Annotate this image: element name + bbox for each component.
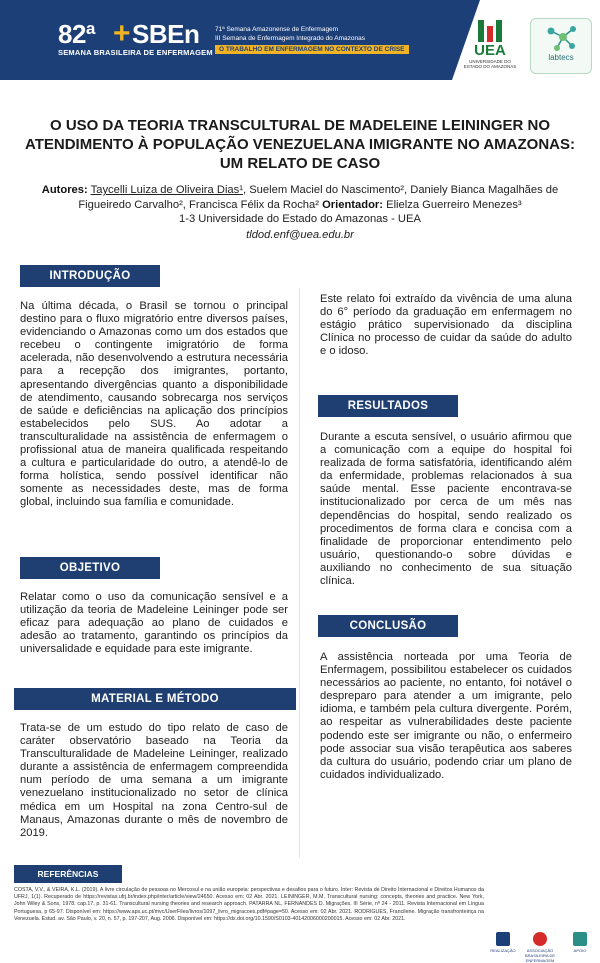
event-line-2: III Semana de Enfermagem Integrado do Amazonas: [215, 35, 365, 42]
uea-logo: [460, 20, 520, 74]
section-text-material: Trata-se de um estudo do tipo relato de caso de caráter observatório baseado na Teoria da Transculturalidade de Madeleine Leininger, realizado durante a assistência de enfermagem compreendida num período de uma semana a um imigrante venezuelano institucionalizado no setor de clínica médica em um Hospital na zona Centro-sul de Manaus, Amazonas durante o mês de novembro de 2019.: [20, 722, 288, 839]
column-divider: [299, 288, 300, 858]
plus-icon: +: [113, 17, 131, 50]
event-number: 82ª: [58, 19, 96, 49]
sponsor-label-2: ASSOCIAÇÃO BRASILEIRA DE ENFERMAGEM: [524, 948, 555, 963]
section-heading-conclusao: CONCLUSÃO: [318, 615, 458, 637]
other-authors: , Suelem Maciel do Nascimento², Daniely Bianca Magalhães de Figueiredo Carvalho², Francisca Félix da Rocha²: [78, 184, 559, 211]
sponsor-logo-3: [564, 932, 596, 958]
section-text-material-continued: Este relato foi extraído da vivência de uma aluna do 6° período da graduação em enfermagem no estágio prático supervisionado da disciplina Clínica no processo de cuidar da saúde do adulto e o idoso.: [320, 293, 572, 358]
event-theme: O TRABALHO EM ENFERMAGEM NO CONTEXTO DE CRISE: [215, 45, 409, 54]
sponsor-logo-2: [520, 932, 560, 963]
advisor-label: Orientador:: [322, 199, 383, 211]
section-heading-resultados: RESULTADOS: [318, 395, 458, 417]
contact-email: tldod.enf@uea.edu.br: [246, 229, 354, 241]
references-heading: REFERÊNCIAS: [14, 865, 122, 883]
authors-label: Autores:: [41, 184, 88, 196]
authors-line: [30, 183, 570, 213]
first-author: Taycelli Luiza de Oliveira Dias¹: [90, 184, 243, 196]
uea-name: UEA: [474, 42, 506, 59]
sponsor-logo-1: [490, 932, 516, 958]
event-banner: [0, 0, 600, 80]
event-name: SEMANA BRASILEIRA DE ENFERMAGEM: [58, 48, 213, 57]
uea-subtitle: UNIVERSIDADE DO ESTADO DO AMAZONAS: [463, 59, 517, 70]
uea-emblem-icon: [475, 20, 505, 42]
references-text: COSTA, V.V., & VEIRA, K.L. (2019). A livre circulação de pessoas no Mercosul e na união europeia: perspectivas e desafios para o futuro. Inter: Revista de Direito Internacional e Direitos Humanos da UFRJ, 1(1). Recuperado de https://revistas.ufrj.br/index.php/inter/article/view/24650. Acesso em: 02 Abr. 2021. LEININGER, M.M. Transcultural nursing: concepts, theories and practice. New York, John Wiley & Sons, 1978. cap.17, p. 31-61. Transcultural nursing theories and research approach. PATARRA NL, FERNANDES D. Migrações. III Série, nº 24 - 2011. Revista Internacional em Língua Portuguesa, p 65-97. Disponível em: https://www.aps.uc.pt/mvc/UserFiles/livros/1097_livro_migracoes.pdf#page=50. Acesso em: 02 Abr. 2021. RODRIGUES, Francilene. Migração transfronteiriça na Venezuela. Estud. av. São Paulo, v. 20, n. 57, p. 197-207, Aug. 2006. Disponível em: https://dx.doi.org/10.1590/S0103-40142006000200015. Acesso em: 02 Abr. 2021.: [14, 887, 484, 922]
sponsor-logos: [490, 932, 596, 963]
aben-mark-icon: [533, 932, 547, 946]
affiliation: 1-3 Universidade do Estado do Amazonas - UEA: [179, 213, 421, 225]
event-line-1: 71ª Semana Amazonense de Enfermagem: [215, 26, 339, 33]
section-heading-objetivo: OBJETIVO: [20, 557, 160, 579]
section-text-objetivo: Relatar como o uso da comunicação sensível e a utilização da teoria de Madeleine Leininger pode ser eficaz para adequação ao plano de cuidados e adesão ao tratamento, garantindo os princípios da universalidade e equidade para este imigrante.: [20, 591, 288, 656]
section-text-resultados: Durante a escuta sensível, o usuário afirmou que a comunicação com a equipe do hospital foi realizada de forma satisfatória, identificando além da enfermidade, problemas relacionados à sua saúde mental. Esse paciente encontrava-se institucionalizado por cerca de um mês nas dependências do hospital, sendo realizado os procedimentos de forma clara e concisa com a finalidade de proporcionar entendimento pelo usuário, questionando-o sobre dúvidas e auxiliando no conhecimento de sua situação clínica.: [320, 431, 572, 588]
sponsor-label-1: REALIZAÇÃO: [490, 948, 516, 953]
poster-title: O USO DA TEORIA TRANSCULTURAL DE MADELEINE LEININGER NO ATENDIMENTO À POPULAÇÃO VENEZUELANA IMIGRANTE NO AMAZONAS: UM RELATO DE CASO: [25, 117, 575, 172]
section-heading-material: MATERIAL E MÉTODO: [14, 688, 296, 710]
section-text-introducao: Na última década, o Brasil se tornou o principal destino para o fluxo migratório entre diversos países, evidenciando o Amazonas como um dos estados que recebeu o contingente imigratório de forma acelerada, não desenvolvendo a estrutura necessária para a recepção dos imigrantes, portanto, apresentando divergências quanto a disponibilidade de atendimento, causando sobrecarga nos serviços de saúde e deficiências na aplicação dos princípios estabelecidos pelo SUS. Ao adotar a transculturalidade na assistência de enfermagem o profissional atua de maneira qualificada respeitando a cultura e particularidade do outro, a atendê-lo de forma holística, sendo possível identificar não somente as necessidades deste, mas de forma global, incluindo sua família e comunidade.: [20, 300, 288, 509]
labtecs-name: labtecs: [548, 53, 574, 62]
event-acronym: SBEn: [132, 19, 200, 49]
network-icon: [543, 23, 579, 53]
section-text-conclusao: A assistência norteada por uma Teoria de Enfermagem, possibilitou estabelecer os cuidados necessários ao paciente, no entanto, foi notável o despreparo para atender a um imigrante, pelo idioma, e também pela cultura divergente. Porém, ao respeitar as vulnerabilidades deste paciente podendo este ser imigrante ou não, o enfermeiro pode associar sua visão terapêutica aos saberes da cultura do usuário, podendo criar um plano de cuidados individualizado.: [320, 651, 572, 781]
sponsor-mark-icon: [496, 932, 510, 946]
labtecs-logo: [530, 18, 592, 74]
sponsor-label-3: APOIO: [573, 948, 587, 953]
advisor-name: Elielza Guerreiro Menezes³: [383, 199, 522, 211]
section-heading-introducao: INTRODUÇÃO: [20, 265, 160, 287]
support-mark-icon: [573, 932, 587, 946]
